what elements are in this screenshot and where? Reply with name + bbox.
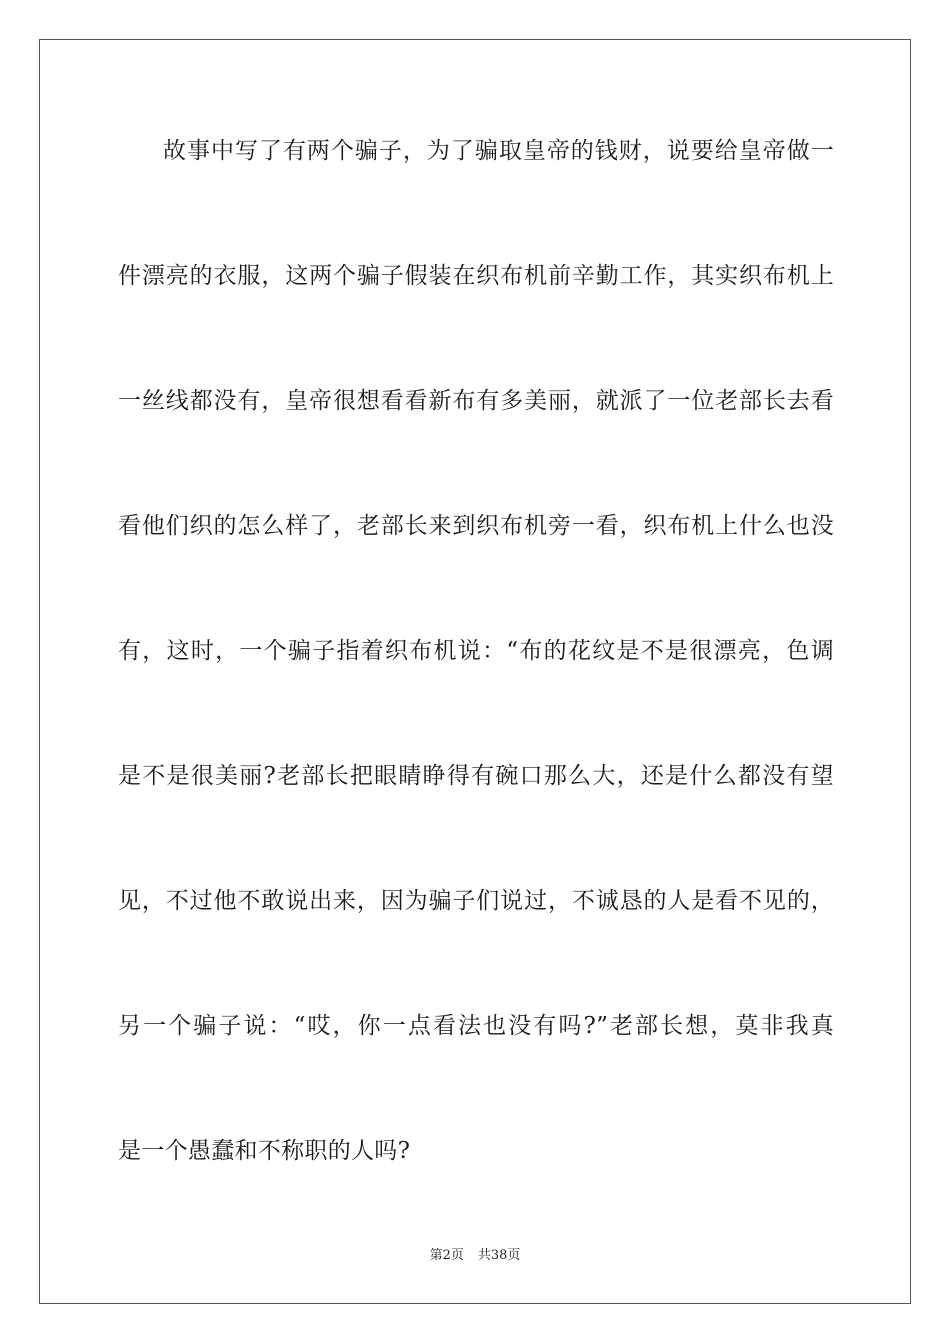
paragraph-line-1: 故事中写了有两个骗子，为了骗取皇帝的钱财，说要给皇帝做一 <box>163 138 834 164</box>
paragraph-line-3: 一丝线都没有，皇帝很想看看新布有多美丽，就派了一位老部长去看 <box>118 388 834 414</box>
paragraph-line-8: 另一个骗子说：“哎，你一点看法也没有吗?”老部长想，莫非我真 <box>118 1013 834 1039</box>
paragraph-line-9: 是一个愚蠢和不称职的人吗? <box>118 1138 411 1164</box>
paragraph-line-6: 是不是很美丽?老部长把眼睛睁得有碗口那么大，还是什么都没有望 <box>118 763 834 789</box>
page-border <box>39 39 911 1304</box>
paragraph-line-5: 有，这时，一个骗子指着织布机说：“布的花纹是不是很漂亮，色调 <box>118 638 834 664</box>
paragraph-line-7: 见，不过他不敢说出来，因为骗子们说过，不诚恳的人是看不见的， <box>118 888 834 914</box>
page-number-total: 共38页 <box>477 1248 521 1263</box>
page-footer <box>0 1247 950 1265</box>
paragraph-line-4: 看他们织的怎么样了，老部长来到织布机旁一看，织布机上什么也没 <box>118 513 834 539</box>
page-number-current: 第2页 <box>429 1248 464 1263</box>
paragraph-line-2: 件漂亮的衣服，这两个骗子假装在织布机前辛勤工作，其实织布机上 <box>118 263 834 289</box>
